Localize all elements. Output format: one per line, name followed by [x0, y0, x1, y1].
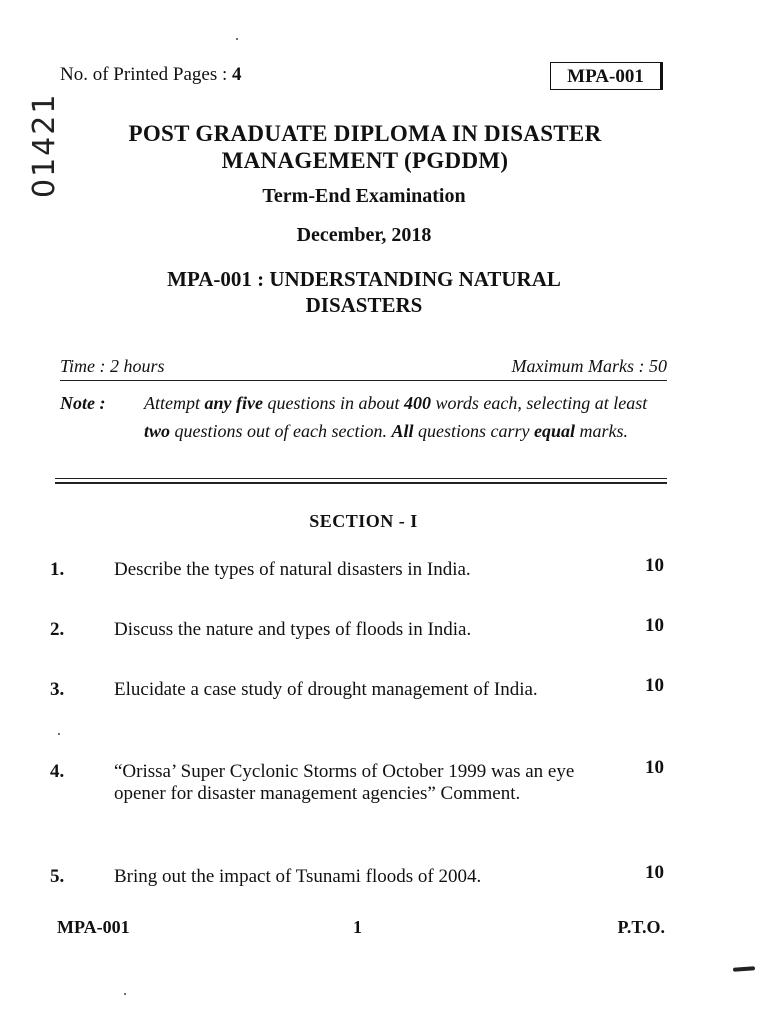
printed-pages-info: [60, 64, 242, 86]
programme-title: [60, 120, 670, 174]
time-marks-row: [60, 356, 667, 377]
question-marks: 10: [645, 862, 664, 883]
question-marks: 10: [645, 757, 664, 778]
question-number: 2.: [50, 619, 65, 640]
question-number: 3.: [50, 679, 65, 700]
divider-line: [60, 380, 667, 381]
question-marks: 10: [645, 615, 664, 636]
question-number: 1.: [50, 559, 65, 580]
scan-speck: [236, 38, 238, 40]
printed-pages-count: 4: [232, 64, 242, 85]
scan-speck: [124, 993, 126, 995]
programme-title-line-1: POST GRADUATE DIPLOMA IN DISASTER: [128, 121, 602, 146]
course-title: [60, 266, 668, 318]
course-title-line-2: DISASTERS: [305, 293, 423, 317]
double-divider-top: [55, 478, 667, 479]
question-text: Bring out the impact of Tsunami floods of 2004.: [114, 866, 482, 887]
question-text: Discuss the nature and types of floods in India.: [114, 619, 472, 640]
programme-title-line-2: MANAGEMENT (PGDDM): [221, 148, 509, 173]
page-number: 1: [353, 917, 362, 937]
printed-pages-label: No. of Printed Pages :: [60, 64, 233, 85]
scan-speck: [58, 733, 60, 735]
question-text: Elucidate a case study of drought management of India.: [114, 679, 538, 700]
time-allowed: Time : 2 hours: [60, 356, 165, 376]
please-turn-over: P.T.O.: [617, 917, 665, 937]
maximum-marks: Maximum Marks : 50: [511, 356, 667, 376]
note-label: Note :: [60, 393, 106, 413]
course-title-line-1: MPA-001 : UNDERSTANDING NATURAL: [167, 267, 561, 291]
instructions-note: [60, 389, 667, 445]
exam-type: Term-End Examination: [262, 185, 466, 207]
question-number: 4.: [50, 761, 65, 782]
question-number: 5.: [50, 866, 65, 887]
page-footer: [57, 917, 665, 938]
question-text: “Orissa’ Super Cyclonic Storms of October 1999 was an eye opener for disaster management agencies” Comment.: [114, 761, 575, 804]
question-marks: 10: [645, 675, 664, 696]
note-text: Attempt any five questions in about 400 words each, selecting at least two questions out of each section. All questions carry equal marks.: [144, 393, 648, 441]
double-divider-bottom: [55, 482, 667, 484]
scan-mark: [733, 966, 755, 972]
question-marks: 10: [645, 555, 664, 576]
section-heading: SECTION - I: [309, 511, 418, 531]
serial-number: 01421: [27, 92, 62, 198]
question-text: Describe the types of natural disasters in India.: [114, 559, 471, 580]
footer-course-code: MPA-001: [57, 917, 130, 937]
exam-date: December, 2018: [296, 224, 432, 246]
course-code-box: MPA-001: [550, 62, 663, 90]
